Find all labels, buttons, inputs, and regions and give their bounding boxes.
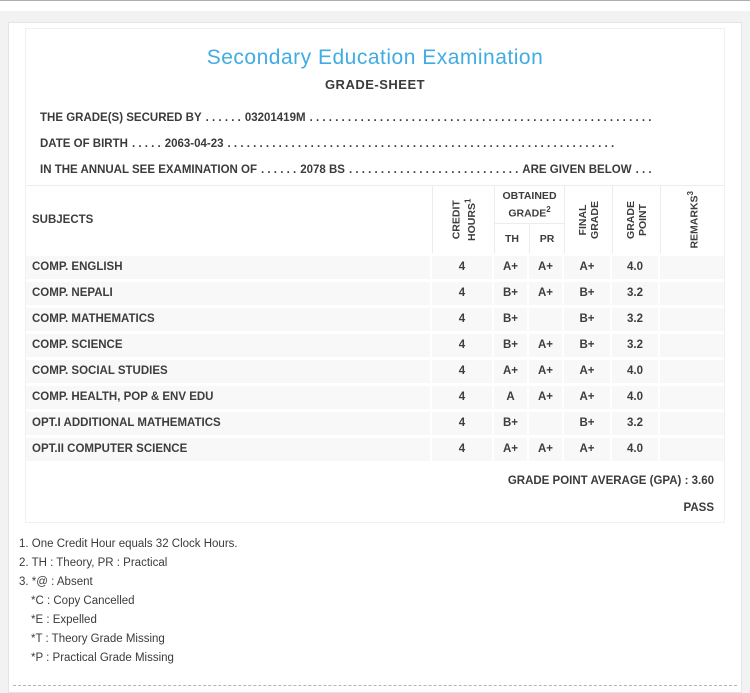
theory-grade-cell: A+ [494,360,529,383]
remarks-cell [660,334,724,357]
info-suffix: ARE GIVEN BELOW [522,164,632,176]
grade-point-cell: 3.2 [612,282,660,305]
remarks-cell [660,438,724,461]
footnote-line: *E : Expelled [31,614,97,626]
column-header-credit-hours: CREDIT HOURS$^1$ [432,186,494,253]
grade-sheet-card [8,22,742,693]
grade-point-cell: 4.0 [612,438,660,461]
top-white-strip [0,1,750,11]
table-row [26,256,724,279]
table-row [26,386,724,409]
student-info-line [40,105,710,131]
theory-grade-cell: A+ [494,256,529,279]
final-grade-cell: B+ [564,412,612,435]
credit-hours-cell: 4 [432,282,494,305]
grade-point-cell: 3.2 [612,308,660,331]
remarks-cell [660,412,724,435]
grade-sheet-inner-box [25,28,725,523]
practical-grade-cell [529,308,564,331]
footnote-line: 2. TH : Theory, PR : Practical [19,557,168,569]
info-label: IN THE ANNUAL SEE EXAMINATION OF [40,164,258,176]
column-header-remarks: REMARKS$^3$ [660,186,724,253]
credit-hours-cell: 4 [432,386,494,409]
dots: . . . . . [131,138,161,150]
grade-sheet-subtitle: GRADE-SHEET [324,77,426,92]
column-header-practical: PR [529,223,564,253]
footnote-line: *C : Copy Cancelled [31,595,135,607]
remarks-cell [660,386,724,409]
dots: . . . . . . . . . . . . . . . . . . . . . . . . . . . [348,164,519,176]
footnotes-section [9,523,741,668]
info-value: 03201419M [244,112,306,124]
table-row [26,438,724,461]
theory-grade-cell: B+ [494,308,529,331]
practical-grade-cell: A+ [529,334,564,357]
footnote-line: *T : Theory Grade Missing [31,633,165,645]
practical-grade-cell: A+ [529,256,564,279]
footnote-line: 1. One Credit Hour equals 32 Clock Hours. [19,538,238,550]
page-title: Secondary Education Examination [206,46,544,69]
table-row [26,334,724,357]
credit-hours-cell: 4 [432,438,494,461]
final-grade-cell: B+ [564,334,612,357]
table-row [26,308,724,331]
practical-grade-cell [529,412,564,435]
theory-grade-cell: B+ [494,282,529,305]
subject-cell: COMP. HEALTH, POP & ENV EDU [26,386,432,409]
final-grade-cell: A+ [564,438,612,461]
column-header-grade-point: GRADE POINT [612,186,660,253]
info-label: DATE OF BIRTH [40,138,128,150]
table-row [26,360,724,383]
dots: . . . . . . . . . . . . . . . . . . . . . . . . . . . . . . . . . . . . . . . . . . . . . . . . . . . . . . [309,112,652,124]
subject-cell: COMP. SCIENCE [26,334,432,357]
grade-point-cell: 4.0 [612,360,660,383]
final-grade-cell: A+ [564,360,612,383]
remarks-cell [660,256,724,279]
final-grade-cell: B+ [564,282,612,305]
bottom-dashed-divider [13,685,737,686]
grade-point-cell: 3.2 [612,334,660,357]
theory-grade-cell: B+ [494,412,529,435]
practical-grade-cell: A+ [529,438,564,461]
grade-point-cell: 3.2 [612,412,660,435]
student-info-section [26,93,724,185]
credit-hours-cell: 4 [432,360,494,383]
table-row [26,282,724,305]
student-info-line [40,157,710,183]
subject-cell: COMP. NEPALI [26,282,432,305]
column-header-theory: TH [494,223,529,253]
credit-hours-cell: 4 [432,412,494,435]
info-value: 2063-04-23 [164,138,224,150]
footnote-line: 3. *@ : Absent [19,576,93,588]
dots: . . . . . . [261,164,297,176]
credit-hours-cell: 4 [432,308,494,331]
grade-point-cell: 4.0 [612,386,660,409]
subject-cell: COMP. SOCIAL STUDIES [26,360,432,383]
info-value: 2078 BS [300,164,345,176]
column-header-obtained-grade: OBTAINED GRADE$^2$ [494,186,564,223]
final-grade-cell: B+ [564,308,612,331]
theory-grade-cell: A+ [494,438,529,461]
gpa-line: GRADE POINT AVERAGE (GPA) : 3.60 [507,475,714,487]
column-header-final-grade: FINAL GRADE [564,186,612,253]
final-grade-cell: A+ [564,386,612,409]
result-summary [26,463,724,522]
footnote-line: *P : Practical Grade Missing [31,652,174,664]
subject-cell: OPT.II COMPUTER SCIENCE [26,438,432,461]
remarks-cell [660,282,724,305]
dots: . . . . . . [205,112,241,124]
dots: . . . [635,164,652,176]
column-header-subjects: SUBJECTS [32,213,94,226]
result-status: PASS [683,502,714,514]
practical-grade-cell: A+ [529,282,564,305]
remarks-cell [660,360,724,383]
final-grade-cell: A+ [564,256,612,279]
subject-cell: COMP. ENGLISH [26,256,432,279]
credit-hours-cell: 4 [432,334,494,357]
student-info-line [40,131,710,157]
subject-cell: COMP. MATHEMATICS [26,308,432,331]
grade-point-cell: 4.0 [612,256,660,279]
theory-grade-cell: A [494,386,529,409]
subject-cell: OPT.I ADDITIONAL MATHEMATICS [26,412,432,435]
grades-table-body [26,256,724,463]
remarks-cell [660,308,724,331]
grades-table-header [26,185,724,253]
info-label: THE GRADE(S) SECURED BY [40,112,202,124]
dots: . . . . . . . . . . . . . . . . . . . . . . . . . . . . . . . . . . . . . . . . . . . . . . . . . . . . . . . . . . . . . [227,138,615,150]
theory-grade-cell: B+ [494,334,529,357]
practical-grade-cell: A+ [529,386,564,409]
credit-hours-cell: 4 [432,256,494,279]
practical-grade-cell: A+ [529,360,564,383]
table-row [26,412,724,435]
